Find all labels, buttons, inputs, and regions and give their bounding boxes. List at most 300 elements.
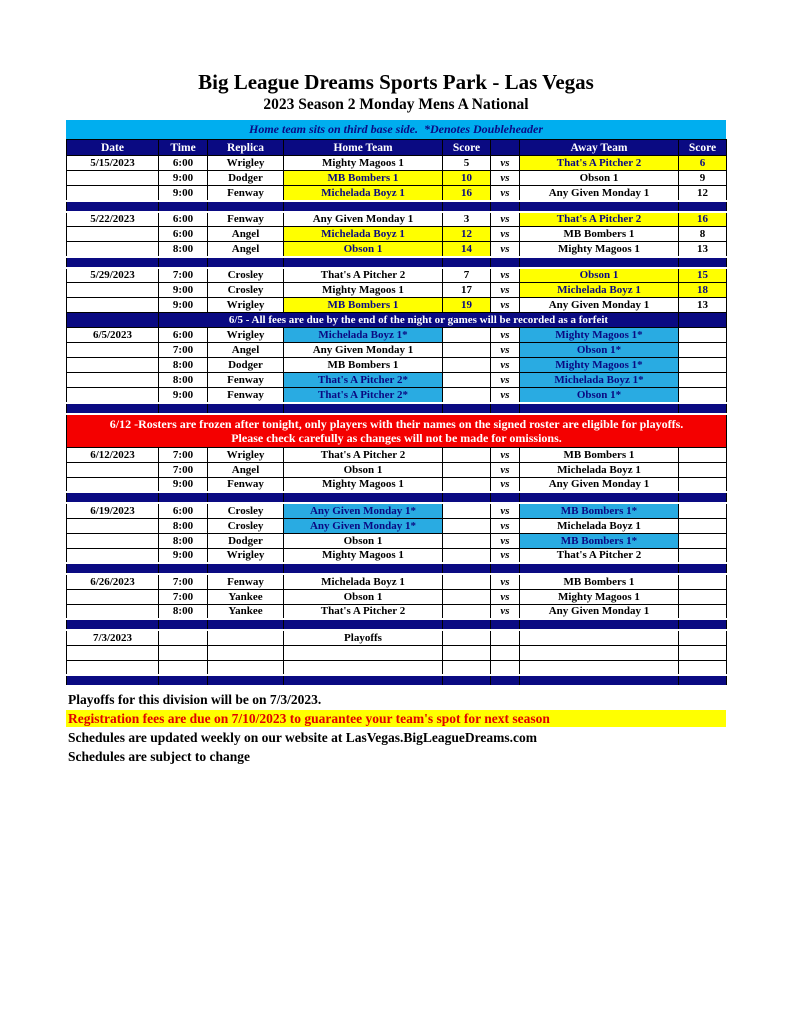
separator-cell	[208, 257, 284, 268]
replica-cell: Angel	[208, 343, 284, 358]
game-row	[67, 548, 727, 563]
column-header-home-team: Home Team	[284, 140, 443, 156]
blank-cell	[208, 660, 284, 675]
away-score-cell	[679, 518, 727, 533]
playoffs-row	[67, 630, 727, 645]
footer-notes	[66, 691, 726, 765]
separator-cell	[67, 619, 159, 630]
vs-label: vs	[491, 518, 520, 533]
separator-cell	[443, 201, 491, 212]
away-team-cell: Obson 1*	[520, 388, 679, 403]
home-team-cell: Michelada Boyz 1	[284, 227, 443, 242]
away-score-cell: 16	[679, 212, 727, 227]
vs-label: vs	[491, 589, 520, 604]
away-team-cell: Mighty Magoos 1*	[520, 358, 679, 373]
date-cell: 7/3/2023	[67, 630, 159, 645]
away-team-cell: Mighty Magoos 1*	[520, 328, 679, 343]
home-team-cell: Any Given Monday 1	[284, 212, 443, 227]
roster-alert-line: Please check carefully as changes will not be made for omissions.	[231, 430, 562, 445]
game-row	[67, 242, 727, 257]
vs-label	[491, 630, 520, 645]
vs-label: vs	[491, 388, 520, 403]
home-team-cell: Mighty Magoos 1	[284, 477, 443, 492]
away-score-cell	[679, 388, 727, 403]
away-score-cell: 15	[679, 268, 727, 283]
home-team-cell: Mighty Magoos 1	[284, 548, 443, 563]
time-cell: 8:00	[159, 604, 208, 619]
time-cell: 6:00	[159, 227, 208, 242]
date-cell	[67, 589, 159, 604]
info-banner: Home team sits on third base side. *Denotes Doubleheader	[66, 120, 726, 139]
roster-alert-text	[67, 414, 727, 448]
away-team-cell: Any Given Monday 1	[520, 298, 679, 313]
game-row	[67, 283, 727, 298]
vs-label: vs	[491, 533, 520, 548]
separator-cell	[443, 563, 491, 574]
separator-cell	[208, 492, 284, 503]
home-score-cell	[443, 373, 491, 388]
fees-note-edge	[67, 313, 159, 328]
time-cell: 7:00	[159, 589, 208, 604]
separator-cell	[159, 403, 208, 414]
replica-cell: Wrigley	[208, 156, 284, 171]
vs-label: vs	[491, 227, 520, 242]
home-score-cell: 17	[443, 283, 491, 298]
date-cell	[67, 242, 159, 257]
time-cell: 9:00	[159, 548, 208, 563]
schedule-table	[66, 139, 727, 687]
separator-cell	[491, 675, 520, 686]
blank-cell	[284, 645, 443, 660]
time-cell: 7:00	[159, 447, 208, 462]
game-row	[67, 373, 727, 388]
separator-cell	[491, 563, 520, 574]
away-score-cell	[679, 358, 727, 373]
away-score-cell	[679, 630, 727, 645]
separator-cell	[67, 403, 159, 414]
blank-cell	[520, 660, 679, 675]
home-score-cell	[443, 388, 491, 403]
date-cell: 5/29/2023	[67, 268, 159, 283]
away-score-cell	[679, 503, 727, 518]
time-cell: 8:00	[159, 518, 208, 533]
date-cell	[67, 604, 159, 619]
vs-label: vs	[491, 328, 520, 343]
away-score-cell	[679, 574, 727, 589]
time-cell: 8:00	[159, 242, 208, 257]
replica-cell: Fenway	[208, 186, 284, 201]
vs-label: vs	[491, 477, 520, 492]
home-score-cell	[443, 589, 491, 604]
away-score-cell: 9	[679, 171, 727, 186]
home-score-cell	[443, 462, 491, 477]
game-row	[67, 604, 727, 619]
away-team-cell: MB Bombers 1	[520, 574, 679, 589]
date-cell	[67, 171, 159, 186]
separator-cell	[67, 201, 159, 212]
home-team-cell: That's A Pitcher 2	[284, 268, 443, 283]
header-row	[67, 140, 727, 156]
separator-cell	[679, 257, 727, 268]
away-score-cell	[679, 343, 727, 358]
separator-cell	[284, 201, 443, 212]
vs-label: vs	[491, 343, 520, 358]
date-cell: 6/5/2023	[67, 328, 159, 343]
game-row	[67, 518, 727, 533]
column-header-home-score: Score	[443, 140, 491, 156]
separator-cell	[520, 257, 679, 268]
date-cell	[67, 283, 159, 298]
footer-playoffs-note: Playoffs for this division will be on 7/3/2023.	[68, 692, 322, 707]
separator-cell	[491, 257, 520, 268]
separator-row	[67, 201, 727, 212]
home-score-cell: 10	[443, 171, 491, 186]
time-cell: 9:00	[159, 298, 208, 313]
away-score-cell	[679, 533, 727, 548]
vs-label: vs	[491, 298, 520, 313]
separator-row	[67, 257, 727, 268]
blank-cell	[159, 660, 208, 675]
game-row	[67, 388, 727, 403]
date-cell	[67, 518, 159, 533]
fees-note-edge	[679, 313, 727, 328]
away-team-cell: MB Bombers 1	[520, 227, 679, 242]
replica-cell: Yankee	[208, 604, 284, 619]
home-score-cell	[443, 630, 491, 645]
separator-cell	[520, 201, 679, 212]
date-cell	[67, 186, 159, 201]
time-cell: 8:00	[159, 358, 208, 373]
away-score-cell	[679, 462, 727, 477]
blank-cell	[520, 645, 679, 660]
separator-cell	[443, 619, 491, 630]
separator-cell	[443, 257, 491, 268]
time-cell: 9:00	[159, 186, 208, 201]
replica-cell: Wrigley	[208, 298, 284, 313]
game-row	[67, 268, 727, 283]
vs-label: vs	[491, 373, 520, 388]
separator-cell	[491, 492, 520, 503]
separator-cell	[159, 201, 208, 212]
away-score-cell	[679, 477, 727, 492]
table-head	[67, 140, 727, 156]
date-cell	[67, 358, 159, 373]
replica-cell: Dodger	[208, 533, 284, 548]
blank-row	[67, 645, 727, 660]
column-header-away-score: Score	[679, 140, 727, 156]
home-score-cell	[443, 518, 491, 533]
playoffs-label-cell: Playoffs	[284, 630, 443, 645]
game-row	[67, 343, 727, 358]
page-subtitle: 2023 Season 2 Monday Mens A National	[263, 96, 529, 113]
separator-cell	[67, 675, 159, 686]
away-team-cell: That's A Pitcher 2	[520, 212, 679, 227]
replica-cell: Fenway	[208, 373, 284, 388]
away-team-cell: Any Given Monday 1	[520, 604, 679, 619]
away-team-cell: Mighty Magoos 1	[520, 242, 679, 257]
home-score-cell	[443, 477, 491, 492]
separator-cell	[491, 619, 520, 630]
page-title: Big League Dreams Sports Park - Las Vegas	[198, 70, 594, 94]
separator-cell	[491, 403, 520, 414]
away-score-cell: 18	[679, 283, 727, 298]
away-score-cell	[679, 447, 727, 462]
separator-cell	[491, 201, 520, 212]
separator-cell	[284, 403, 443, 414]
replica-cell: Wrigley	[208, 548, 284, 563]
date-cell	[67, 388, 159, 403]
schedule-page	[66, 0, 726, 765]
separator-cell	[159, 675, 208, 686]
footer-website-note: Schedules are updated weekly on our website at LasVegas.BigLeagueDreams.com	[68, 730, 538, 745]
home-team-cell: Michelada Boyz 1	[284, 186, 443, 201]
home-score-cell: 14	[443, 242, 491, 257]
separator-cell	[520, 619, 679, 630]
home-score-cell: 19	[443, 298, 491, 313]
time-cell: 7:00	[159, 268, 208, 283]
separator-row	[67, 492, 727, 503]
home-score-cell	[443, 343, 491, 358]
home-team-cell: Any Given Monday 1*	[284, 518, 443, 533]
game-row	[67, 589, 727, 604]
home-team-cell: That's A Pitcher 2*	[284, 388, 443, 403]
replica-cell: Fenway	[208, 574, 284, 589]
time-cell: 6:00	[159, 328, 208, 343]
separator-cell	[208, 403, 284, 414]
home-team-cell: Obson 1	[284, 462, 443, 477]
separator-cell	[443, 492, 491, 503]
blank-cell	[159, 645, 208, 660]
game-row	[67, 212, 727, 227]
separator-cell	[208, 201, 284, 212]
column-header-time: Time	[159, 140, 208, 156]
blank-row	[67, 660, 727, 675]
separator-cell	[67, 257, 159, 268]
vs-label: vs	[491, 358, 520, 373]
separator-cell	[208, 563, 284, 574]
date-cell	[67, 462, 159, 477]
vs-label: vs	[491, 462, 520, 477]
vs-label: vs	[491, 212, 520, 227]
vs-label: vs	[491, 268, 520, 283]
time-cell: 6:00	[159, 212, 208, 227]
replica-cell: Wrigley	[208, 447, 284, 462]
replica-cell: Crosley	[208, 283, 284, 298]
date-cell: 6/12/2023	[67, 447, 159, 462]
away-team-cell: MB Bombers 1*	[520, 503, 679, 518]
table-body	[67, 156, 727, 687]
replica-cell: Wrigley	[208, 328, 284, 343]
separator-cell	[443, 675, 491, 686]
game-row	[67, 186, 727, 201]
date-cell	[67, 548, 159, 563]
vs-label: vs	[491, 171, 520, 186]
time-cell: 9:00	[159, 388, 208, 403]
separator-row	[67, 619, 727, 630]
vs-label: vs	[491, 574, 520, 589]
home-score-cell: 16	[443, 186, 491, 201]
footer-subject-to-change-note: Schedules are subject to change	[68, 749, 250, 764]
separator-cell	[520, 403, 679, 414]
away-team-cell: That's A Pitcher 2	[520, 548, 679, 563]
date-cell	[67, 227, 159, 242]
away-score-cell: 13	[679, 298, 727, 313]
separator-cell	[67, 492, 159, 503]
separator-cell	[208, 675, 284, 686]
separator-cell	[679, 619, 727, 630]
away-team-cell: Michelada Boyz 1	[520, 283, 679, 298]
separator-cell	[679, 403, 727, 414]
replica-cell: Fenway	[208, 212, 284, 227]
time-cell: 8:00	[159, 533, 208, 548]
away-team-cell: Obson 1	[520, 171, 679, 186]
separator-row	[67, 403, 727, 414]
away-team-cell: Obson 1*	[520, 343, 679, 358]
vs-label: vs	[491, 242, 520, 257]
home-score-cell	[443, 604, 491, 619]
column-header-replica: Replica	[208, 140, 284, 156]
fees-note-text: 6/5 - All fees are due by the end of the night or games will be recorded as a forfeit	[159, 313, 679, 328]
fees-note-row	[67, 313, 727, 328]
separator-cell	[208, 619, 284, 630]
home-score-cell	[443, 358, 491, 373]
home-team-cell: Michelada Boyz 1	[284, 574, 443, 589]
date-cell: 5/22/2023	[67, 212, 159, 227]
separator-cell	[520, 492, 679, 503]
game-row	[67, 503, 727, 518]
home-team-cell: MB Bombers 1	[284, 298, 443, 313]
separator-cell	[679, 563, 727, 574]
home-score-cell	[443, 533, 491, 548]
game-row	[67, 477, 727, 492]
home-team-cell: That's A Pitcher 2	[284, 447, 443, 462]
away-team-cell: Michelada Boyz 1	[520, 462, 679, 477]
vs-label: vs	[491, 604, 520, 619]
game-row	[67, 358, 727, 373]
separator-cell	[159, 563, 208, 574]
separator-cell	[284, 257, 443, 268]
blank-cell	[67, 660, 159, 675]
home-score-cell: 5	[443, 156, 491, 171]
game-row	[67, 298, 727, 313]
separator-row	[67, 563, 727, 574]
blank-cell	[208, 645, 284, 660]
replica-cell: Fenway	[208, 477, 284, 492]
blank-cell	[491, 645, 520, 660]
vs-label: vs	[491, 447, 520, 462]
away-team-cell: MB Bombers 1*	[520, 533, 679, 548]
home-score-cell	[443, 548, 491, 563]
separator-cell	[679, 492, 727, 503]
away-score-cell: 13	[679, 242, 727, 257]
home-team-cell: MB Bombers 1	[284, 171, 443, 186]
away-team-cell: That's A Pitcher 2	[520, 156, 679, 171]
separator-cell	[520, 675, 679, 686]
away-team-cell: MB Bombers 1	[520, 447, 679, 462]
away-score-cell: 12	[679, 186, 727, 201]
date-cell: 6/19/2023	[67, 503, 159, 518]
vs-label: vs	[491, 283, 520, 298]
separator-cell	[159, 257, 208, 268]
column-header-vs	[491, 140, 520, 156]
away-score-cell: 6	[679, 156, 727, 171]
home-team-cell: Obson 1	[284, 533, 443, 548]
replica-cell: Dodger	[208, 358, 284, 373]
away-team-cell: Any Given Monday 1	[520, 477, 679, 492]
home-team-cell: Any Given Monday 1*	[284, 503, 443, 518]
replica-cell: Angel	[208, 462, 284, 477]
away-team-cell: Any Given Monday 1	[520, 186, 679, 201]
date-cell	[67, 373, 159, 388]
away-score-cell	[679, 548, 727, 563]
time-cell: 7:00	[159, 462, 208, 477]
blank-cell	[67, 645, 159, 660]
home-team-cell: Mighty Magoos 1	[284, 283, 443, 298]
time-cell: 7:00	[159, 343, 208, 358]
separator-cell	[159, 492, 208, 503]
separator-row	[67, 675, 727, 686]
game-row	[67, 171, 727, 186]
separator-cell	[679, 201, 727, 212]
away-team-cell: Obson 1	[520, 268, 679, 283]
date-cell: 5/15/2023	[67, 156, 159, 171]
time-cell: 6:00	[159, 503, 208, 518]
time-cell: 9:00	[159, 477, 208, 492]
away-team-cell	[520, 630, 679, 645]
home-team-cell: That's A Pitcher 2*	[284, 373, 443, 388]
blank-cell	[284, 660, 443, 675]
separator-cell	[67, 563, 159, 574]
vs-label: vs	[491, 503, 520, 518]
vs-label: vs	[491, 548, 520, 563]
separator-cell	[284, 563, 443, 574]
time-cell: 7:00	[159, 574, 208, 589]
footer-registration-note: Registration fees are due on 7/10/2023 to guarantee your team's spot for next season	[66, 710, 726, 727]
home-team-cell: Michelada Boyz 1*	[284, 328, 443, 343]
blank-cell	[491, 660, 520, 675]
replica-cell: Angel	[208, 242, 284, 257]
time-cell: 9:00	[159, 283, 208, 298]
date-cell	[67, 343, 159, 358]
away-score-cell: 8	[679, 227, 727, 242]
home-score-cell	[443, 328, 491, 343]
home-score-cell: 7	[443, 268, 491, 283]
away-team-cell: Michelada Boyz 1*	[520, 373, 679, 388]
blank-cell	[443, 660, 491, 675]
game-row	[67, 462, 727, 477]
home-team-cell: That's A Pitcher 2	[284, 604, 443, 619]
game-row	[67, 533, 727, 548]
date-cell	[67, 298, 159, 313]
away-team-cell: Mighty Magoos 1	[520, 589, 679, 604]
separator-cell	[679, 675, 727, 686]
date-cell: 6/26/2023	[67, 574, 159, 589]
home-score-cell: 3	[443, 212, 491, 227]
replica-cell: Yankee	[208, 589, 284, 604]
home-team-cell: Obson 1	[284, 242, 443, 257]
home-score-cell	[443, 447, 491, 462]
separator-cell	[159, 619, 208, 630]
replica-cell: Crosley	[208, 268, 284, 283]
home-score-cell	[443, 574, 491, 589]
home-score-cell: 12	[443, 227, 491, 242]
vs-label: vs	[491, 156, 520, 171]
replica-cell: Angel	[208, 227, 284, 242]
away-score-cell	[679, 373, 727, 388]
replica-cell: Crosley	[208, 518, 284, 533]
away-score-cell	[679, 328, 727, 343]
time-cell	[159, 630, 208, 645]
